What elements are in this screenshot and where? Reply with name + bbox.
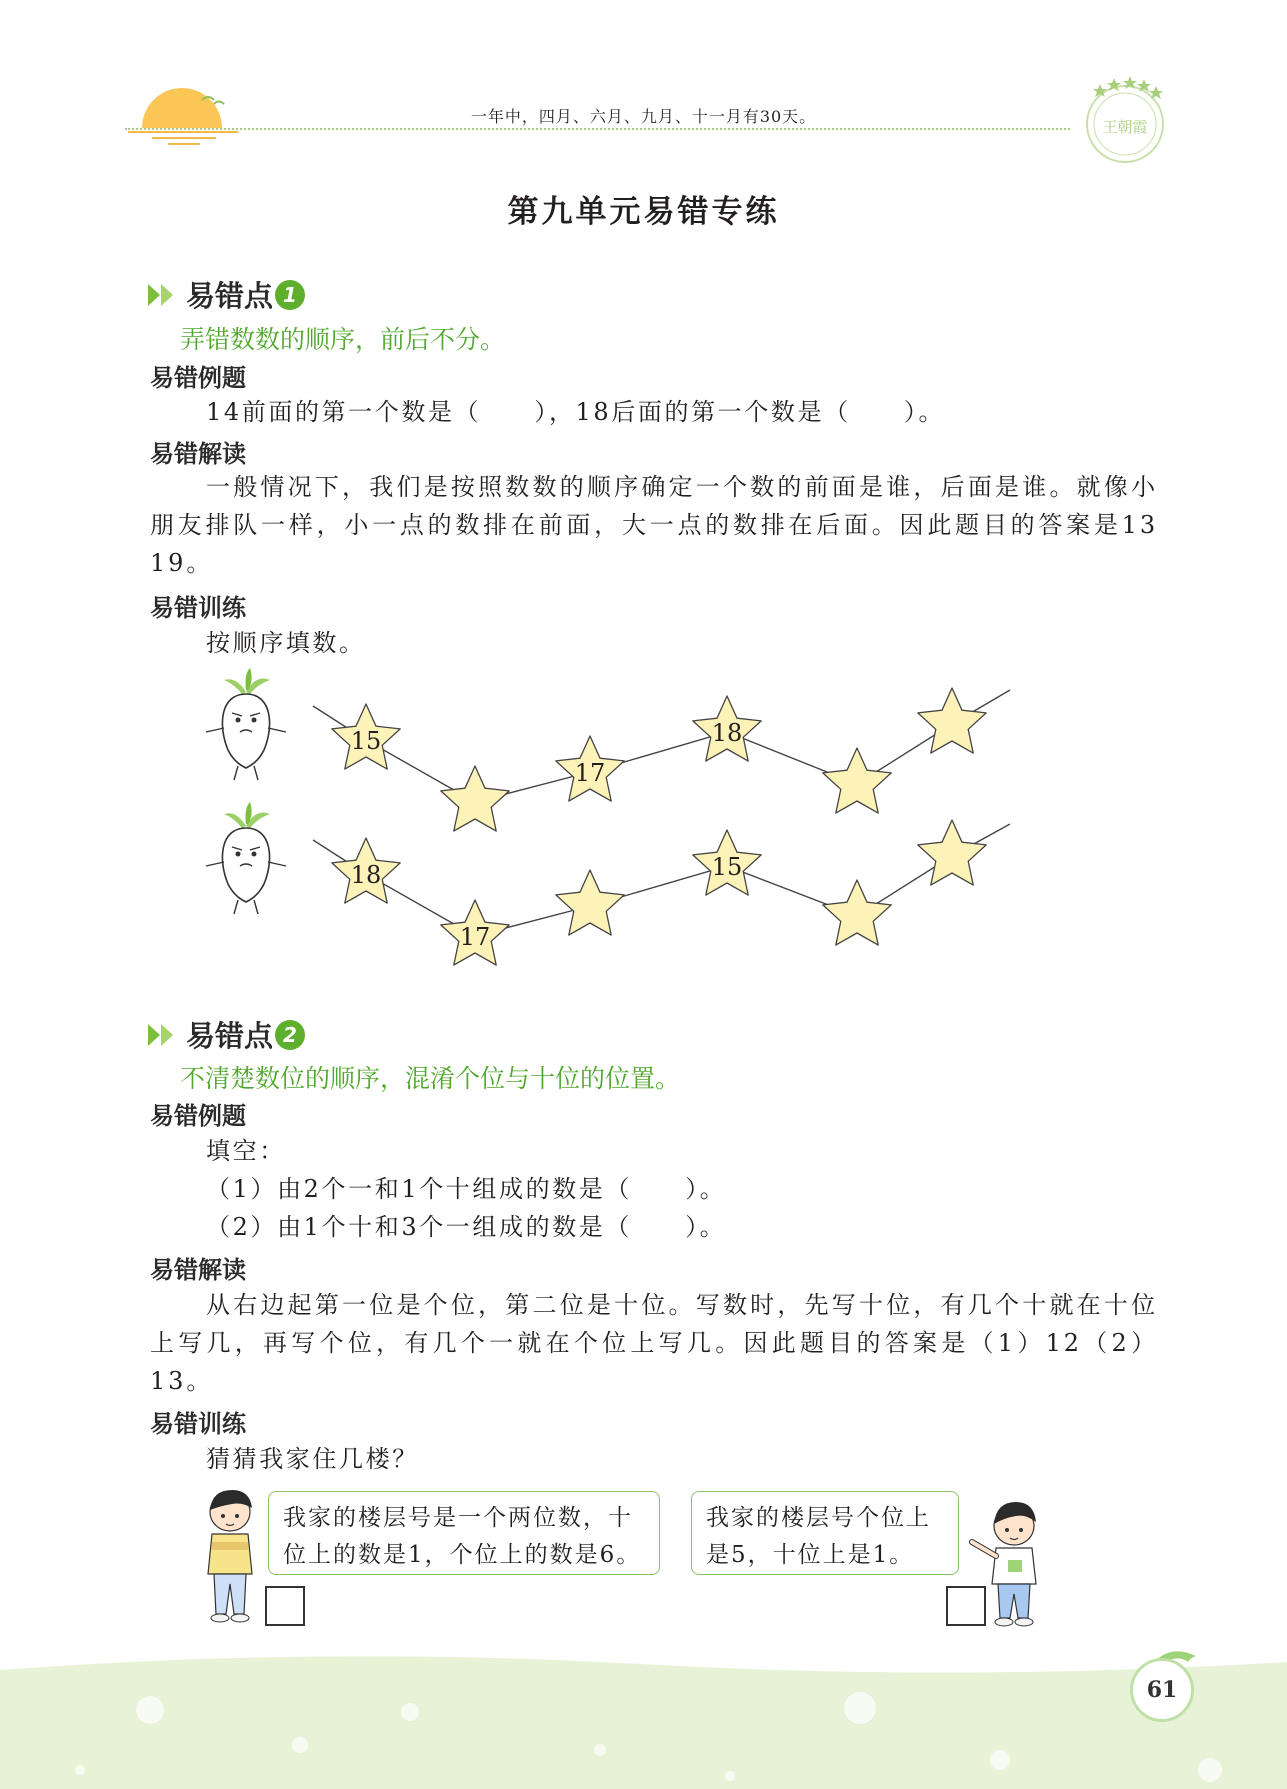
section1-training-text: 按顺序填数。 (206, 629, 366, 657)
section2-training-text: 猜猜我家住几楼？ (206, 1445, 419, 1473)
section2-heading (146, 1014, 305, 1055)
header-tip: 一年中，四月、六月、九月、十一月有30天。 (470, 107, 817, 126)
star-chain-line (313, 824, 1010, 936)
section1-training-label: 易错训练 (150, 594, 246, 622)
section2-training-label: 易错训练 (150, 1410, 246, 1438)
star-cell[interactable] (918, 688, 986, 753)
star-number: 15 (711, 853, 743, 881)
section1-badge: 1 (275, 280, 305, 310)
star-sequence (180, 660, 1030, 980)
bubble-left-line2: 位上的数是1，个位上的数是6。 (283, 1542, 642, 1568)
section2-question-1: （1）由2个一和1个十组成的数是（ ）。 (206, 1175, 727, 1203)
star-cell[interactable] (441, 766, 509, 831)
double-arrow-icon (146, 1021, 180, 1049)
bubble-right-line2: 是5，十位上是1。 (706, 1542, 915, 1568)
section2-subtitle: 不清楚数位的顺序，混淆个位与十位的位置。 (180, 1064, 681, 1093)
section1-analysis-text: 一般情况下，我们是按照数数的顺序确定一个数的前面是谁，后面是谁。就像小朋友排队一样，小一点的数排在前面，大一点的数排在后面。因此题目的答案是13 19。 (150, 473, 1185, 577)
star-number: 18 (350, 861, 382, 889)
star-cell[interactable] (918, 820, 986, 885)
answer-box-left[interactable] (265, 1586, 305, 1626)
section2-question-2: （2）由1个十和3个一组成的数是（ ）。 (206, 1213, 727, 1241)
bubble-right-line1: 我家的楼层号个位上 (706, 1505, 931, 1531)
bubble-left-line1: 我家的楼层号是一个两位数，十 (283, 1505, 633, 1531)
section2-analysis-text: 从右边起第一位是个位，第二位是十位。写数时，先写十位，有几个十就在十位上写几，再写个位，有几个一就在个位上写几。因此题目的答案是（1）12（2）13。 (150, 1291, 1158, 1395)
star-number: 15 (350, 727, 382, 755)
boy-character-icon (198, 1488, 264, 1628)
star-number: 17 (574, 759, 606, 787)
double-arrow-icon (146, 281, 180, 309)
section2-example-label: 易错例题 (150, 1102, 246, 1130)
section1-example-label: 易错例题 (150, 364, 246, 392)
star-cell[interactable] (823, 748, 891, 813)
star-chain-line (313, 690, 1010, 802)
page-title: 第九单元易错专练 (507, 194, 780, 230)
answer-box-right[interactable] (946, 1586, 986, 1626)
speech-bubble-right (691, 1491, 959, 1575)
section2-title: 易错点 (186, 1019, 274, 1053)
section1-subtitle: 弄错数数的顺序，前后不分。 (180, 325, 506, 354)
logo-text: 王朝霞 (1102, 118, 1148, 136)
star-cell[interactable] (556, 870, 624, 935)
star-number: 18 (711, 719, 743, 747)
speech-bubble-left (268, 1491, 660, 1575)
page-number: 61 (1130, 1658, 1194, 1722)
section2-analysis-label: 易错解读 (150, 1256, 246, 1284)
footer-decoration (0, 1650, 1287, 1789)
section1-analysis-label: 易错解读 (150, 440, 246, 468)
section1-heading (146, 274, 305, 315)
section1-title: 易错点 (186, 279, 274, 313)
section2-badge: 2 (275, 1020, 305, 1050)
star-cell[interactable] (823, 880, 891, 945)
star-number: 17 (459, 923, 491, 951)
section1-example-text: 14前面的第一个数是（ ），18后面的第一个数是（ ）。 (206, 398, 946, 426)
section2-fill-label: 填空： (206, 1137, 286, 1165)
header-divider (125, 128, 1070, 130)
logo-seal-icon (1080, 74, 1170, 166)
